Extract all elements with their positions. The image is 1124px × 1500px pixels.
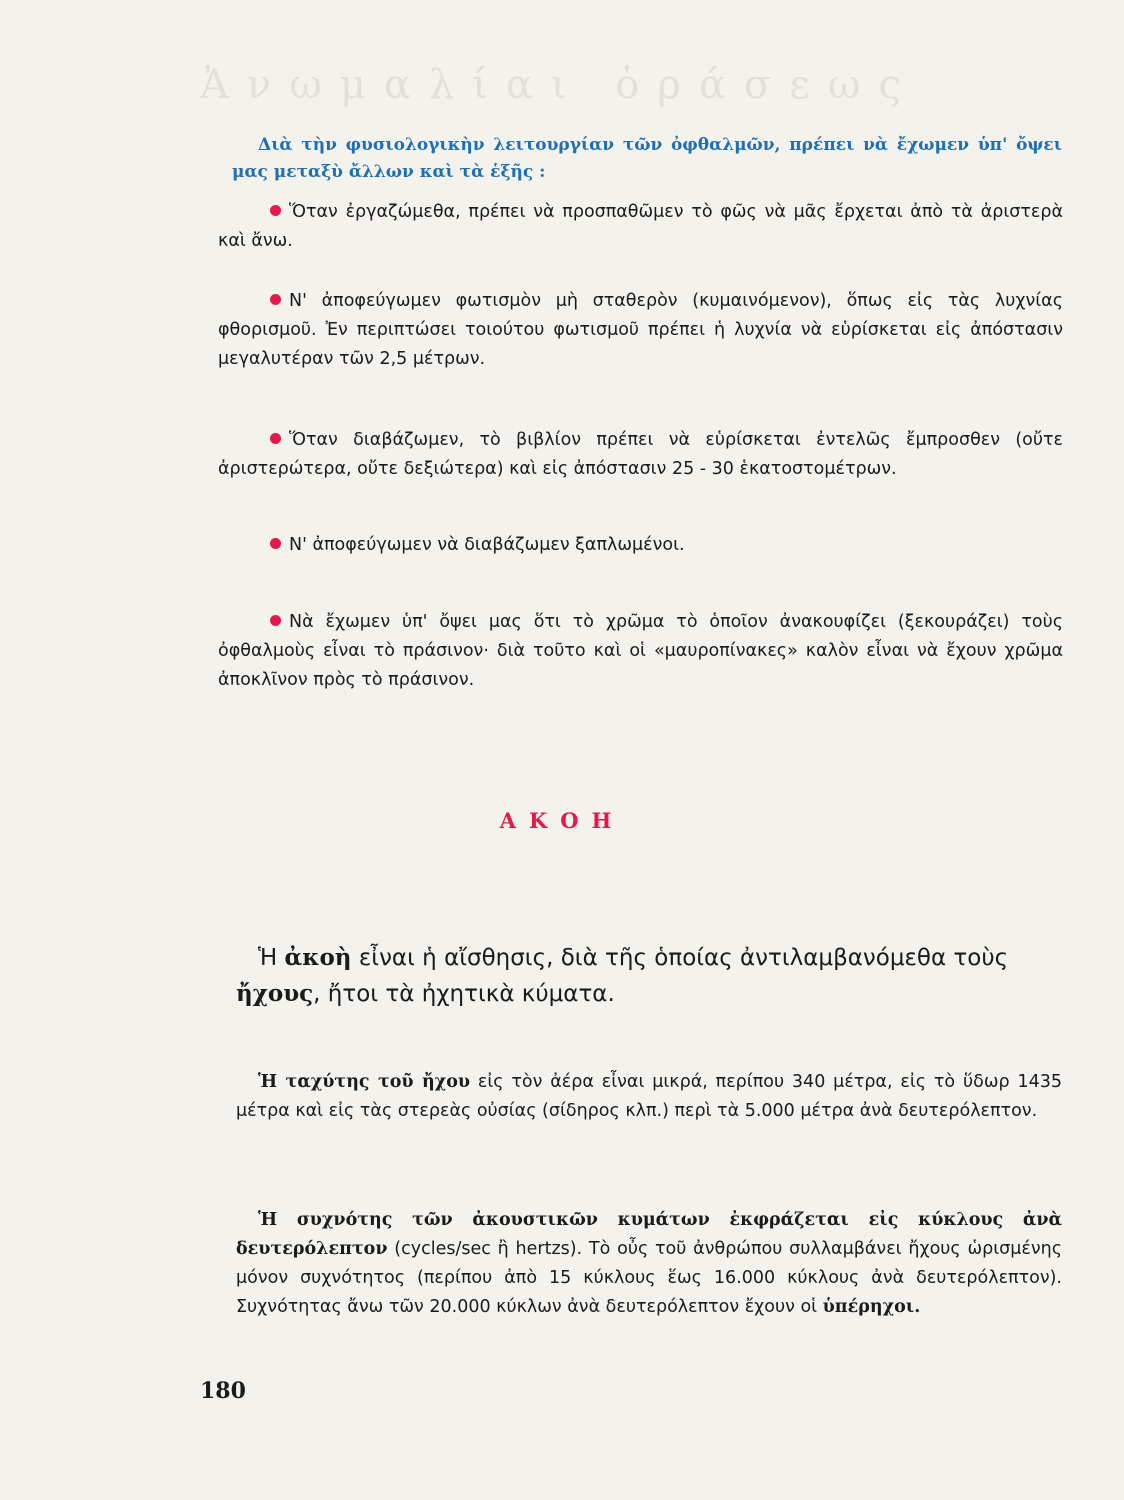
- bullet-item: Νὰ ἔχωμεν ὑπ' ὄψει μας ὅτι τὸ χρῶμα τὸ ὁποῖον ἀνακουφίζει (ξεκουράζει) τοὺς ὀφθαλμοὺς εἶναι τὸ πράσινον· διὰ τοῦτο καὶ οἱ «μαυροπίνακες» καλὸν εἶναι νὰ ἔχουν χρῶμα ἀποκλῖνον πρὸς τὸ πράσινον.: [218, 612, 1063, 690]
- bullet-dot-icon: [270, 433, 281, 444]
- page-number: 180: [200, 1378, 246, 1404]
- bullet-dot-icon: [270, 538, 281, 549]
- bullet-dot-icon: [270, 205, 281, 216]
- hearing-definition: Ἡ ἀκοὴ εἶναι ἡ αἴσθησις, διὰ τῆς ὁποίας ἀντιλαμβανόμεθα τοὺς ἤχους, ἤτοι τὰ ἠχητικὰ κύματα.: [236, 944, 1009, 1007]
- bullet-item: Ν' ἀποφεύγωμεν φωτισμὸν μὴ σταθερὸν (κυμαινόμενον), ὅπως εἰς τὰς λυχνίας φθορισμοῦ. Ἐν περιπτώσει τοιούτου φωτισμοῦ πρέπει ἡ λυχνία νὰ εὑρίσκεται εἰς ἀπόστασιν μεγαλυτέραν τῶν 2,5 μέτρων.: [218, 291, 1063, 369]
- section-heading: ΑΚΟΗ: [499, 808, 625, 833]
- intro-paragraph: Διὰ τὴν φυσιολογικὴν λειτουργίαν τῶν ὀφθαλμῶν, πρέπει νὰ ἔχωμεν ὑπ' ὄψει μας μεταξὺ ἄλλων καὶ τὰ ἑξῆς :: [232, 135, 1062, 182]
- sound-frequency-paragraph: Ἡ συχνότης τῶν ἀκουστικῶν κυμάτων ἐκφράζεται εἰς κύκλους ἀνὰ δευτερόλεπτον (cycles/sec ἢ hertzs). Τὸ οὖς τοῦ ἀνθρώπου συλλαμβάνει ἤχους ὡρισμένης μόνον συχνότητος (περίπου ἀπὸ 15 κύκλους ἕως 16.000 κύκλους ἀνὰ δευτερόλεπτον). Συχνότητας ἄνω τῶν 20.000 κύκλων ἀνὰ δευτερόλεπτον ἔχουν οἱ ὑπέρηχοι.: [236, 1210, 1062, 1317]
- bullet-item: Ὅταν ἐργαζώμεθα, πρέπει νὰ προσπαθῶμεν τὸ φῶς νὰ μᾶς ἔρχεται ἀπὸ τὰ ἀριστερὰ καὶ ἄνω.: [218, 202, 1063, 251]
- bullet-dot-icon: [270, 615, 281, 626]
- bullet-item: Ὅταν διαβάζωμεν, τὸ βιβλίον πρέπει νὰ εὑρίσκεται ἐντελῶς ἔμπροσθεν (οὔτε ἀριστερώτερα, οὔτε δεξιώτερα) καὶ εἰς ἀπόστασιν 25 - 30 ἑκατοστομέτρων.: [218, 430, 1063, 479]
- bullet-item: Ν' ἀποφεύγωμεν νὰ διαβάζωμεν ξαπλωμένοι.: [218, 531, 1063, 560]
- bleed-through-title: Ἀνωμαλίαι ὁράσεως: [200, 62, 919, 108]
- bullet-dot-icon: [270, 294, 281, 305]
- sound-speed-paragraph: Ἡ ταχύτης τοῦ ἤχου εἰς τὸν ἀέρα εἶναι μικρά, περίπου 340 μέτρα, εἰς τὸ ὕδωρ 1435 μέτρα καὶ εἰς τὰς στερεὰς οὐσίας (σίδηρος κλπ.) περὶ τὰ 5.000 μέτρα ἀνὰ δευτερόλεπτον.: [236, 1072, 1062, 1121]
